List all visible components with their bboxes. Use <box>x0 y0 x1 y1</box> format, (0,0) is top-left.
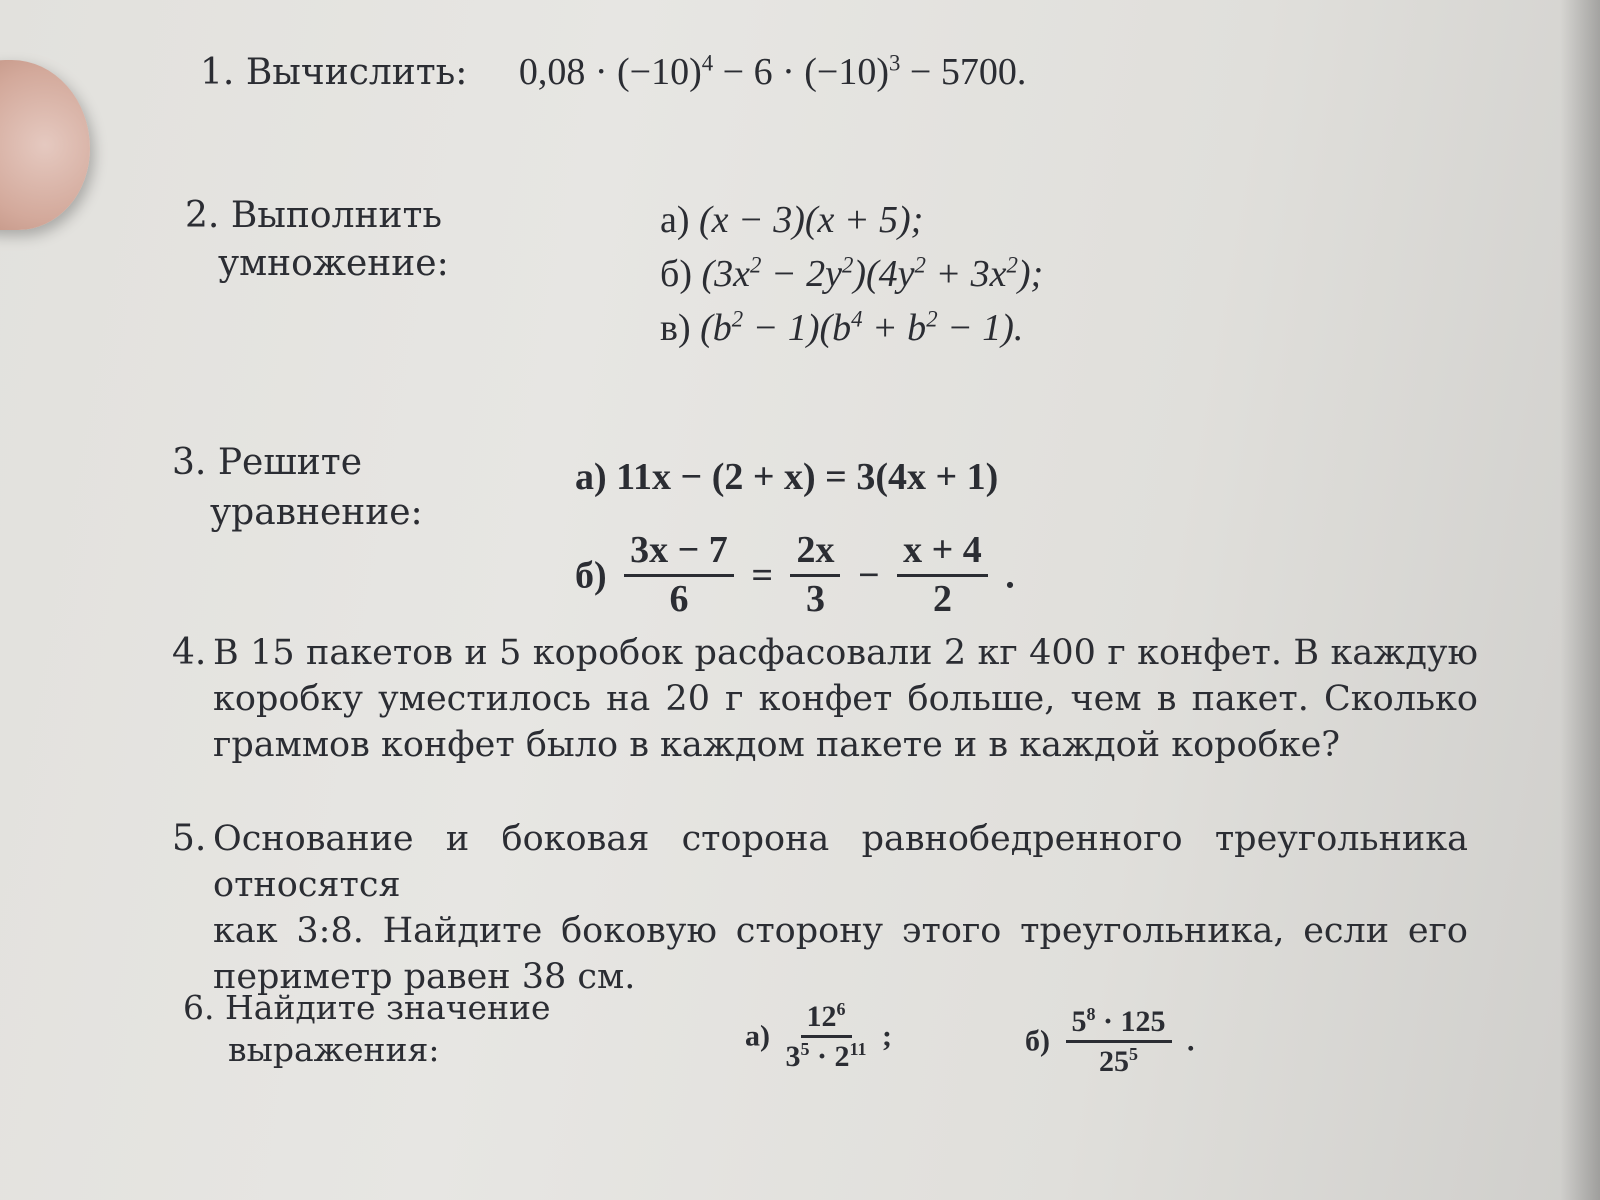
paper-edge-shadow <box>1560 0 1600 1200</box>
task2-item-b: б) $(3x^2 - 2y^2)(4y^2 + 3x^2)$; <box>660 252 1044 295</box>
task3-item-b: б) $\frac{3x - 7}{6}$ = $\frac{2x}{3}$ − $\frac{x + 4}{2}$ . <box>575 529 1015 620</box>
task5-text <box>213 816 1468 1000</box>
task1-number: 1. <box>200 52 235 93</box>
task4-line3: граммов конфет было в каждом пакете и в каждой коробке? <box>213 725 1341 765</box>
task2-item-c: в) $(b^2 - 1)(b^4 + b^2 - 1)$. <box>660 306 1024 349</box>
task4-text <box>213 630 1478 768</box>
task1 <box>200 50 1026 94</box>
task5-line3: периметр равен 38 см. <box>213 957 636 997</box>
task4-line1: В 15 пакетов и 5 коробок расфасовали 2 кг 400 г конфет. В каждую <box>213 633 1478 673</box>
fraction-6b: $\frac{5^8 \cdot 125}{25^5}$ <box>1066 1005 1172 1078</box>
task5-line2: как 3:8. Найдите боковую сторону этого треугольника, если его <box>213 911 1468 951</box>
fraction-1: $\frac{3x - 7}{6}$ <box>624 530 734 621</box>
task3-label-line2: уравнение: <box>210 492 423 533</box>
task6-item-b: б) $\frac{5^8 \cdot 125}{25^5}$ . <box>1025 1004 1195 1078</box>
task6-item-a: а) $\frac{12^6}{3^5 \cdot 2^{11}}$ ; <box>745 999 893 1073</box>
task2-item-a: а) (x − 3)(x + 5); <box>660 199 924 241</box>
task3-item-a: а) 11x − (2 + x) = 3(4x + 1) <box>575 456 999 498</box>
fraction-6a: $\frac{12^6}{3^5 \cdot 2^{11}}$ <box>785 999 867 1073</box>
task1-expression: $0,08 \cdot (-10)^4 - 6 \cdot (-10)^3 - 5700$. <box>518 50 1027 93</box>
task5-number: 5. <box>172 818 207 859</box>
task2-label-line1: 2. Выполнить <box>185 195 442 236</box>
task4-number: 4. <box>172 632 207 673</box>
fraction-3: $\frac{x + 4}{2}$ <box>897 530 988 621</box>
task6-label-line1: 6. Найдите значение <box>183 988 551 1027</box>
task2-label-line2: умножение: <box>218 243 449 284</box>
task3-label-line1: 3. Решите <box>172 442 363 483</box>
task6-label-line2: выражения: <box>228 1030 440 1069</box>
fraction-2: $\frac{2x}{3}$ <box>790 530 840 621</box>
task5-line1: Основание и боковая сторона равнобедренного треугольника относятся <box>213 819 1468 905</box>
task4-line2: коробку уместилось на 20 г конфет больше, чем в пакет. Сколько <box>213 679 1478 719</box>
task1-label: Вычислить: <box>245 52 468 93</box>
